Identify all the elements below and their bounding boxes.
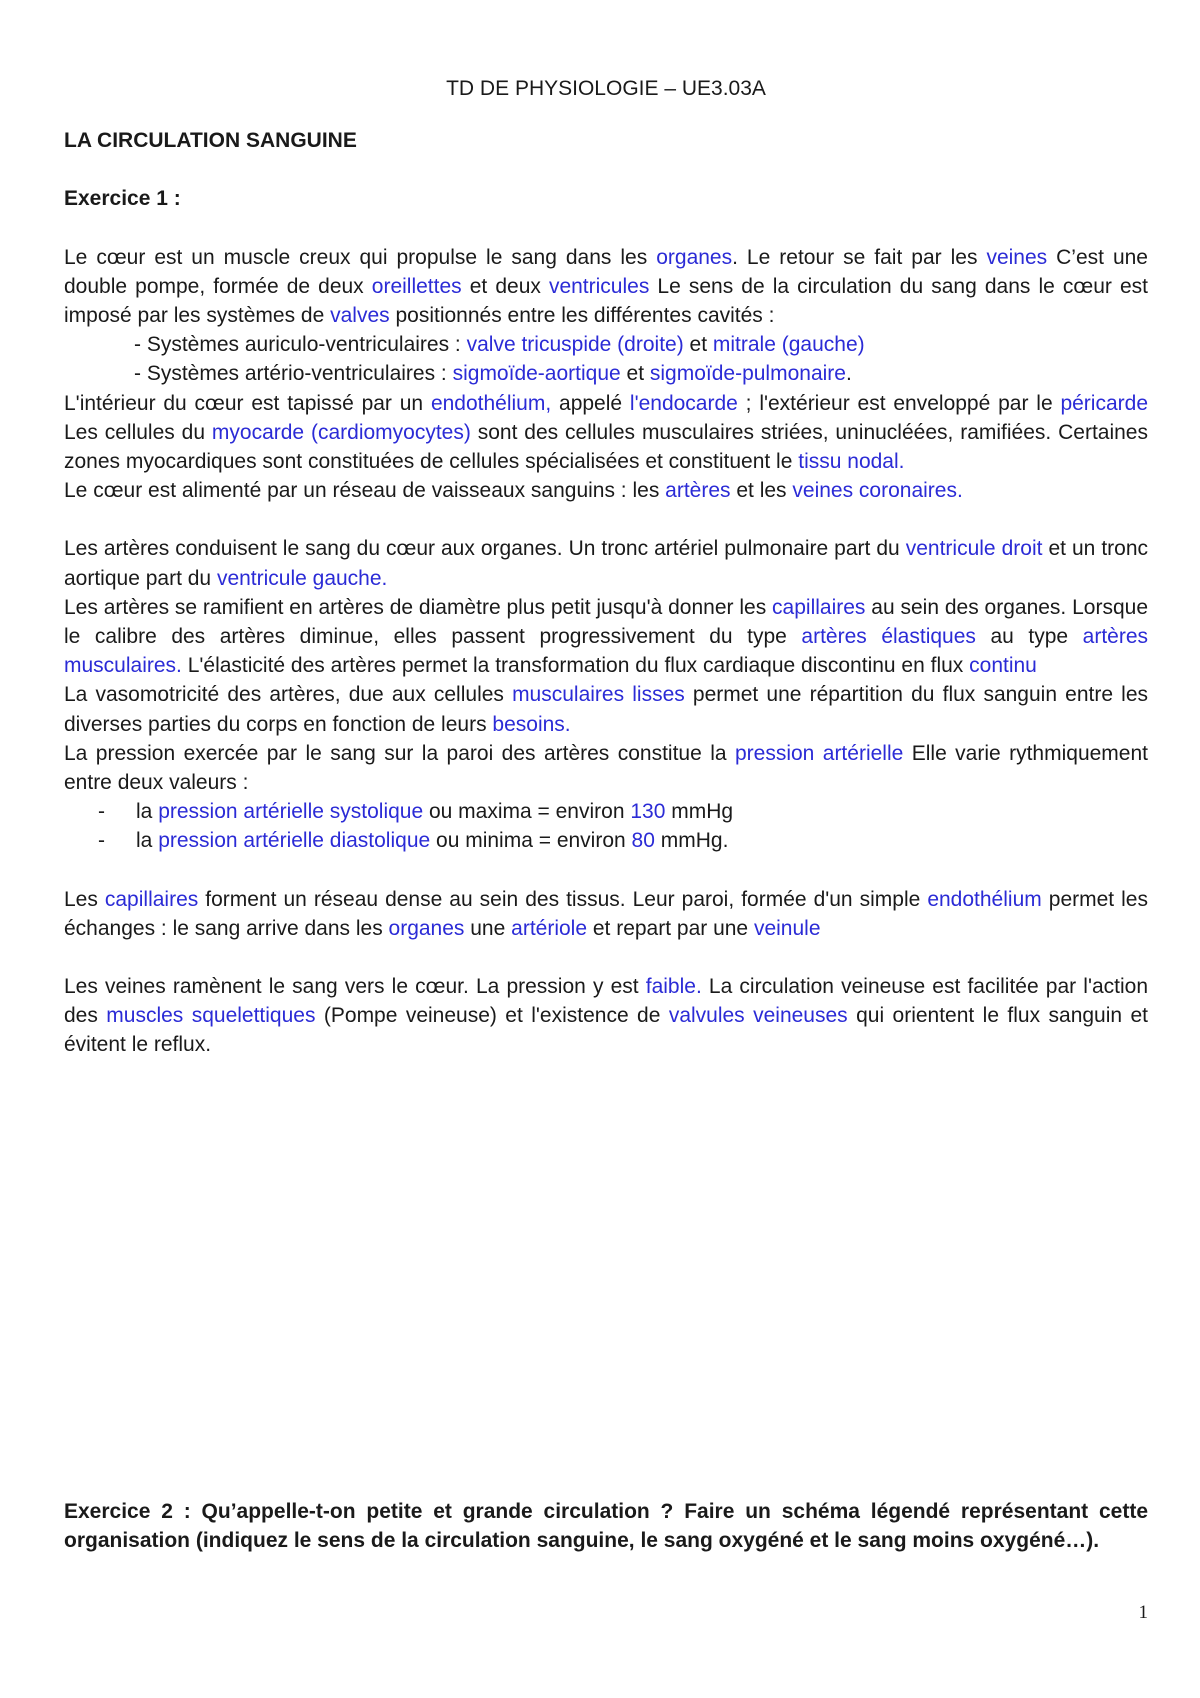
keyword: musculaires lisses [512,683,685,707]
paragraph-veins [64,972,1148,1060]
text-run: et [620,362,650,386]
paragraph-capillaries [64,885,1148,943]
valve-system-item [64,359,1148,388]
text-run: Le cœur est un muscle creux qui propulse le sang dans les [64,245,657,269]
exercise-1-heading: Exercice 1 : [64,187,181,211]
keyword: organes [656,245,733,269]
paragraph-coronary [64,476,1148,505]
text-run: la [136,800,159,824]
text-run: Les [64,887,105,911]
text-run: mmHg [665,800,734,824]
page-number: 1 [1138,1602,1148,1623]
paragraph-blood-pressure [64,739,1148,797]
text-run: et [683,333,713,357]
keyword: péricarde [1060,391,1149,415]
text-run: qui orientent le flux sanguin et évitent le reflux. [64,1004,1149,1057]
keyword: valves [330,304,390,328]
text-run: permet les échanges : le sang arrive dans les [64,887,1148,940]
paragraph-vasomotricity [64,680,1148,738]
keyword: artères musculaires. [64,625,1148,678]
keyword: artères [665,479,731,503]
keyword: besoins. [492,712,571,736]
text-run: La circulation veineuse est facilitée par l'action des [64,975,1148,1028]
text-run: et un tronc aortique part du [64,537,1149,590]
keyword: sigmoïde-aortique [452,362,621,386]
keyword: ventricule droit [905,537,1043,561]
keyword: veinule [753,916,821,940]
text-run: L'intérieur du cœur est tapissé par un [64,391,431,415]
text-run: mmHg. [654,829,729,853]
text-run: positionnés entre les différentes cavités : [389,304,775,328]
keyword: muscles squelettiques [106,1004,316,1028]
keyword: pression artérielle systolique [158,800,424,824]
text-run: Le sens de la circulation du sang dans le cœur est imposé par les systèmes de [64,274,1148,328]
keyword: faible. [645,975,702,999]
text-run: une [464,916,512,940]
text-run: et les [730,479,793,503]
keyword: pression artérielle [734,741,904,765]
text-run: sont des cellules musculaires striées, uninucléées, ramifiées. Certaines zones myocardiques sont constituées de cellules spécialisées et constituent le [64,420,1148,474]
keyword: veines [986,245,1048,269]
keyword: oreillettes [371,274,462,298]
keyword: sigmoïde-pulmonaire [649,362,846,386]
keyword: artères élastiques [801,625,976,649]
paragraph-arteries-branching [64,593,1148,681]
pressure-list-item [64,797,1148,826]
keyword: myocarde (cardiomyocytes) [211,420,471,444]
paragraph-heart-intro [64,243,1148,331]
keyword: valve tricuspide (droite) [466,333,684,357]
text-run: la [136,829,159,853]
keyword: capillaires [772,595,866,619]
text-run: - Systèmes auriculo-ventriculaires : [134,333,467,357]
text-run: Les artères conduisent le sang du cœur aux organes. Un tronc artériel pulmonaire part du [64,537,906,561]
keyword: 130 [630,800,666,824]
keyword: artériole [511,916,588,940]
pressure-list-item [64,826,1148,855]
text-run: La vasomotricité des artères, due aux cellules [64,683,513,707]
document-header: TD DE PHYSIOLOGIE – UE3.03A [446,77,766,100]
list-dash: - [98,829,105,853]
keyword: ventricule gauche. [216,566,388,590]
keyword: organes [388,916,465,940]
text-run: . [845,362,852,386]
keyword: 80 [631,829,655,853]
text-run: au type [975,625,1083,649]
keyword: continu [969,654,1037,678]
exercise-2-question: Exercice 2 : Qu’appelle-t-on petite et grande circulation ? Faire un schéma légendé représentant cette organisation (indiquez le sens de la circulation sanguine, le sang oxygéné et le sang moins oxygéné…). [64,1500,1148,1553]
text-run: Le cœur est alimenté par un réseau de vaisseaux sanguins : les [64,479,666,503]
text-run: L'élasticité des artères permet la transformation du flux cardiaque discontinu en flux [181,654,970,678]
text-run: Elle varie rythmiquement entre deux valeurs : [64,741,1148,795]
list-dash: - [98,800,105,824]
keyword: capillaires [104,887,199,911]
text-run: au sein des organes. Lorsque le calibre des artères diminue, elles passent progressivement du type [64,595,1149,649]
text-run: - Systèmes artério-ventriculaires : [134,362,453,386]
keyword: veines coronaires. [792,479,963,503]
keyword: tissu nodal. [798,450,905,474]
section-title: LA CIRCULATION SANGUINE [64,129,357,153]
text-run: forment un réseau dense au sein des tissus. Leur paroi, formée d'un simple [198,887,928,911]
text-run: Les cellules du [64,420,212,444]
text-run: appelé [551,391,630,415]
text-run: (Pompe veineuse) et l'existence de [315,1004,669,1028]
keyword: ventricules [548,274,650,298]
pressure-list [64,797,1148,855]
paragraph-heart-layers [64,389,1148,477]
text-run: . Le retour se fait par les [732,245,987,269]
keyword: pression artérielle diastolique [158,829,431,853]
valve-system-item [64,330,1148,359]
keyword: endothélium [927,887,1042,911]
keyword: valvules veineuses [668,1004,848,1028]
text-run: permet une répartition du flux sanguin entre les diverses parties du corps en fonction de leurs [64,683,1149,736]
text-run: La pression exercée par le sang sur la paroi des artères constitue la [64,741,735,765]
paragraph-arteries [64,534,1148,592]
text-run: C’est une double pompe, formée de deux [64,245,1148,298]
keyword: l'endocarde [629,391,738,415]
text-run: Les artères se ramifient en artères de diamètre plus petit jusqu'à donner les [64,595,773,619]
text-run: Les veines ramènent le sang vers le cœur. La pression y est [64,975,646,999]
text-run: et repart par une [587,916,754,940]
text-run: ou maxima = environ [423,800,631,824]
text-run: ; l'extérieur est enveloppé par le [737,391,1061,415]
keyword: endothélium, [430,391,552,415]
keyword: mitrale (gauche) [712,333,865,357]
text-run: et deux [461,274,549,298]
text-run: ou minima = environ [430,829,632,853]
